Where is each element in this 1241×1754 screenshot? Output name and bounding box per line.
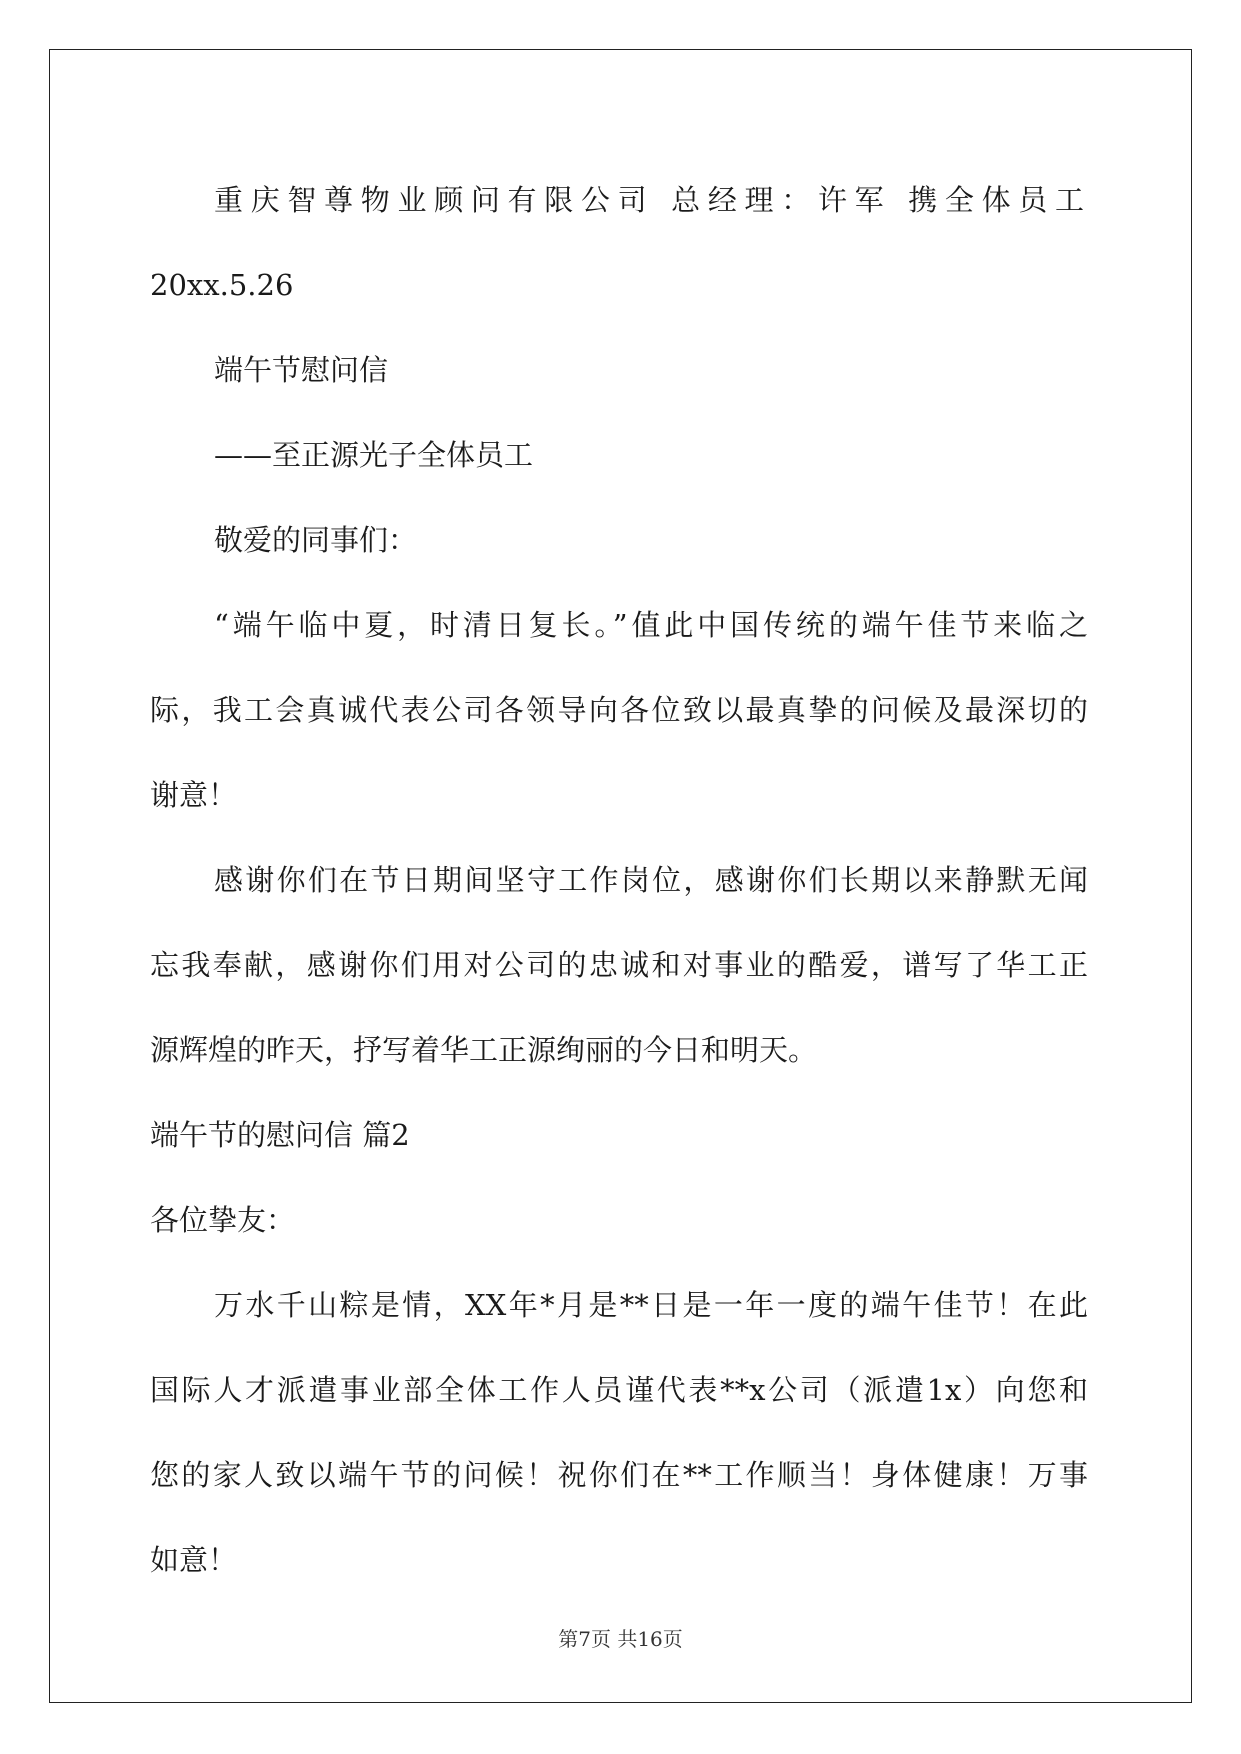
text-line: ——至正源光子全体员工 [214,438,534,472]
page-footer: 第7页 共16页 [558,1627,683,1651]
text-line: 国际人才派遣事业部全体工作人员谨代表**x公司（派遣1x）向您和 [150,1373,1088,1407]
text-line: 20xx.5.26 [150,268,294,302]
text-line: 源辉煌的昨天，抒写着华工正源绚丽的今日和明天。 [150,1033,818,1067]
text-line: 际，我工会真诚代表公司各领导向各位致以最真挚的问候及最深切的 [150,693,1088,727]
text-line: 端午节的慰问信 篇2 [150,1118,410,1152]
document-body [150,158,1088,1603]
text-line: 忘我奉献，感谢你们用对公司的忠诚和对事业的酷爱，谱写了华工正 [150,948,1088,982]
text-line: 万水千山粽是情，XX年*月是**日是一年一度的端午佳节！在此 [214,1288,1088,1322]
text-line: “端午临中夏，时清日复长。”值此中国传统的端午佳节来临之 [214,608,1088,642]
text-line: 端午节慰问信 [214,353,389,387]
text-line: 各位挚友： [150,1203,296,1237]
text-line: 您的家人致以端午节的问候！祝你们在**工作顺当！身体健康！万事 [150,1458,1088,1492]
text-line: 感谢你们在节日期间坚守工作岗位，感谢你们长期以来静默无闻 [214,863,1088,897]
text-line: 如意！ [150,1543,238,1577]
text-line: 敬爱的同事们： [214,523,418,557]
text-line: 谢意！ [150,778,238,812]
text-line: 重庆智尊物业顾问有限公司 总经理：许军 携全体员工 [214,183,1088,217]
